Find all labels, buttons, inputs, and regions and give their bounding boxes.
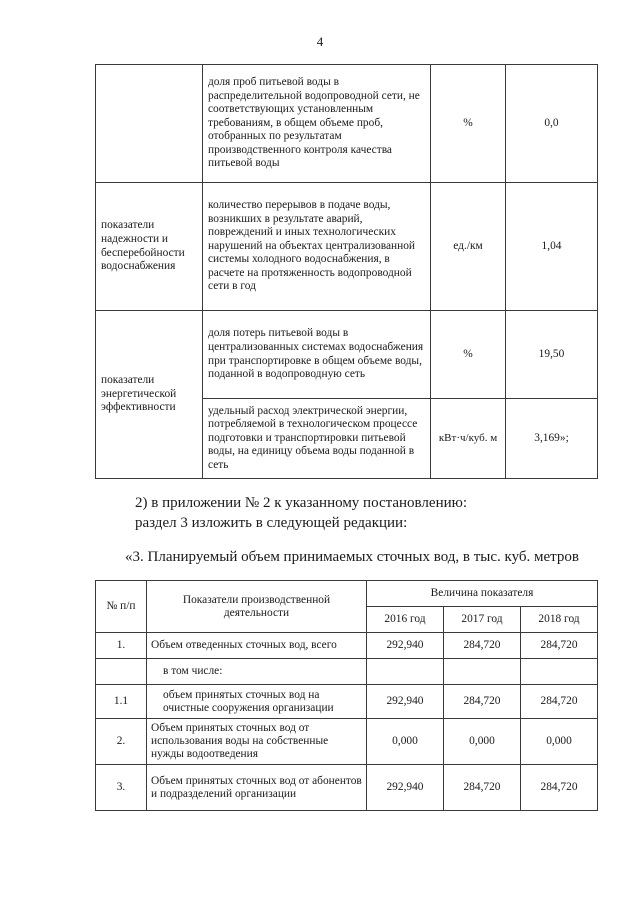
row-name: объем принятых сточных вод на очистные сооружения организации: [147, 685, 367, 719]
row-num: 3.: [96, 765, 147, 811]
amendment-line: 2) в приложении № 2 к указанному постановлению:: [135, 495, 467, 511]
indicator-cell: количество перерывов в подаче воды, возникших в результате аварий, повреждений и иных технологических нарушений на объектах централизованной системы холодного водоснабжения, в расчете на протяженность водопроводной сети в год: [203, 183, 431, 311]
value-cell: 3,169»;: [506, 399, 598, 479]
row-name: Объем принятых сточных вод от абонентов и подразделений организации: [147, 765, 367, 811]
row-value: 284,720: [521, 633, 598, 659]
category-cell: показатели энергетической эффективности: [96, 311, 203, 479]
unit-cell: ед./км: [431, 183, 506, 311]
header-year: 2017 год: [444, 607, 521, 633]
row-num: [96, 659, 147, 685]
indicators-table: [95, 64, 598, 479]
table-row: [96, 311, 598, 399]
indicator-cell: доля проб питьевой воды в распределительной водопроводной сети, не соответствующих установленным требованиям, в общем объеме проб, отобранных по результатам производственного контроля качества питьевой воды: [203, 65, 431, 183]
row-value: [367, 659, 444, 685]
row-value: 292,940: [367, 633, 444, 659]
row-name: в том числе:: [147, 659, 367, 685]
header-row: [96, 581, 598, 607]
row-name: Объем принятых сточных вод от использования воды на собственные нужды водоотведения: [147, 719, 367, 765]
indicator-cell: доля потерь питьевой воды в централизованных системах водоснабжения при транспортировке в общем объеме воды, поданной в водопроводную сеть: [203, 311, 431, 399]
value-cell: 19,50: [506, 311, 598, 399]
category-cell: [96, 65, 203, 183]
row-name: Объем отведенных сточных вод, всего: [147, 633, 367, 659]
header-year: 2016 год: [367, 607, 444, 633]
row-value: [521, 659, 598, 685]
section-title: «3. Планируемый объем принимаемых сточных вод, в тыс. куб. метров: [125, 549, 579, 565]
value-cell: 1,04: [506, 183, 598, 311]
category-cell: показатели надежности и бесперебойности водоснабжения: [96, 183, 203, 311]
row-num: 1.1: [96, 685, 147, 719]
row-value: 284,720: [521, 765, 598, 811]
header-group: Величина показателя: [367, 581, 598, 607]
table-row: [96, 685, 598, 719]
row-value: 284,720: [521, 685, 598, 719]
table-row: [96, 719, 598, 765]
unit-cell: %: [431, 65, 506, 183]
row-value: 284,720: [444, 685, 521, 719]
row-value: 0,000: [521, 719, 598, 765]
row-value: 0,000: [444, 719, 521, 765]
header-num: № п/п: [96, 581, 147, 633]
row-value: 292,940: [367, 765, 444, 811]
row-value: 284,720: [444, 765, 521, 811]
row-num: 1.: [96, 633, 147, 659]
table-row: [96, 659, 598, 685]
table-row: [96, 633, 598, 659]
row-value: 292,940: [367, 685, 444, 719]
header-indicator: Показатели производственной деятельности: [147, 581, 367, 633]
row-value: 0,000: [367, 719, 444, 765]
unit-cell: %: [431, 311, 506, 399]
table-row: [96, 765, 598, 811]
row-value: 284,720: [444, 633, 521, 659]
header-year: 2018 год: [521, 607, 598, 633]
page-number: 4: [316, 34, 324, 49]
row-num: 2.: [96, 719, 147, 765]
unit-cell: кВт·ч/куб. м: [431, 399, 506, 479]
amendment-line: раздел 3 изложить в следующей редакции:: [135, 515, 408, 531]
indicator-cell: удельный расход электрической энергии, потребляемой в технологическом процессе подготовки и транспортировки питьевой воды, на единицу объема воды поданной в сеть: [203, 399, 431, 479]
value-cell: 0,0: [506, 65, 598, 183]
table-row: [96, 183, 598, 311]
table-row: [96, 65, 598, 183]
wastewater-table: [95, 580, 598, 811]
row-value: [444, 659, 521, 685]
